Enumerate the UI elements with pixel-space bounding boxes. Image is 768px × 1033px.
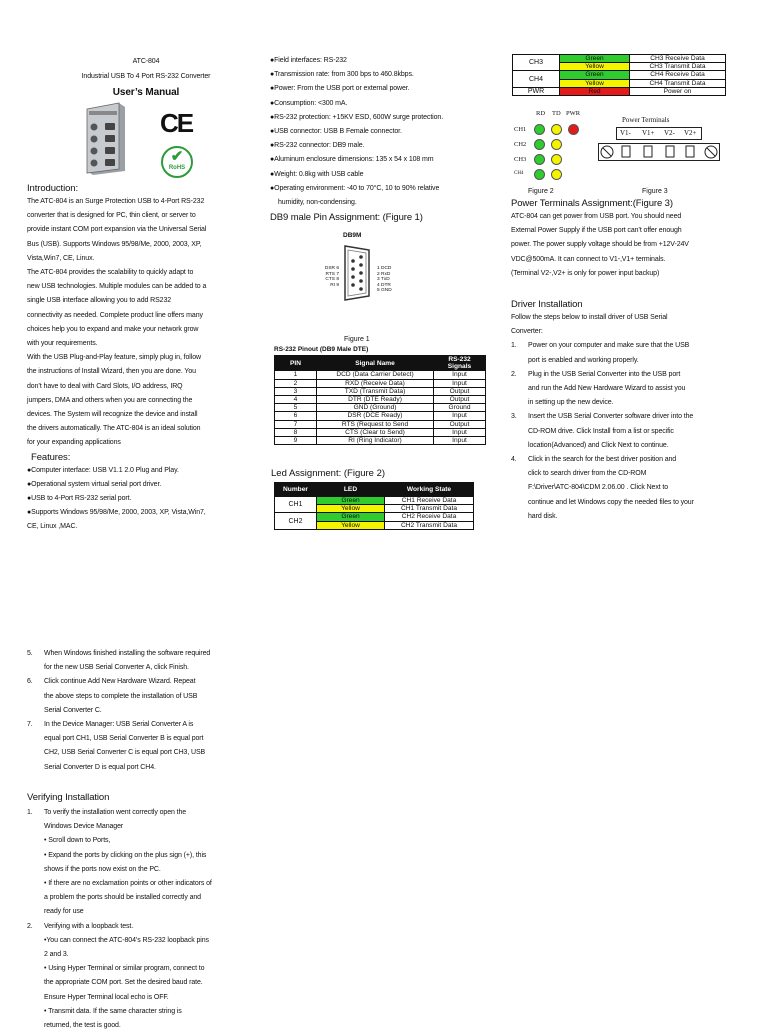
pin-label: DSR 6: [324, 266, 339, 271]
table-cell: CH1: [275, 497, 317, 513]
step-number: 2.: [27, 922, 33, 930]
db9-title: DB9M: [343, 232, 362, 239]
column-header: Number: [275, 483, 317, 497]
text-line: • Scroll down to Ports,: [44, 837, 111, 845]
table-row: [275, 404, 486, 412]
text-line: don’t have to deal with Card Slots, I/O address, IRQ: [27, 382, 183, 390]
table-cell: Yellow: [560, 79, 630, 87]
table-row: [275, 412, 486, 420]
rohs-badge: [161, 146, 193, 178]
led-header: PWR: [566, 110, 581, 117]
spec-item: ●Field interfaces: RS-232: [270, 57, 347, 64]
text-line: and run the Add New Hardware Wizard to assist you: [528, 385, 686, 393]
driver-steps-list: [511, 339, 746, 524]
table-cell: PWR: [513, 87, 560, 95]
db9-diagram: [305, 232, 415, 304]
text-line: Insert the USB Serial Converter software driver into the: [528, 413, 694, 421]
table-row: [275, 420, 486, 428]
spec-item: ●RS-232 connector: DB9 male.: [270, 142, 365, 150]
table-header-row: [275, 483, 474, 497]
table-cell: Input: [434, 428, 486, 436]
text-line: new USB technologies. Multiple modules can be added to a: [27, 283, 207, 291]
led-table-continued: [512, 54, 726, 96]
feature-item: CE, Linux ,MAC.: [27, 523, 78, 531]
table-cell: 2: [275, 379, 317, 387]
text-line: Converter:: [511, 328, 543, 336]
text-line: Bus (USB). Supports Windows 95/98/Me, 2000, 2003, XP,: [27, 240, 202, 248]
text-line: Verifying with a loopback test.: [44, 922, 134, 930]
text-line: connectivity as needed. Complete product line offers many: [27, 311, 203, 319]
table-cell: DCD (Data Carrier Detect): [317, 371, 434, 379]
text-line: click to search driver from the CD-ROM: [528, 470, 647, 478]
text-line: with your requirements.: [27, 340, 98, 348]
text-line: Power on your computer and make sure that the USB: [528, 342, 690, 350]
table-cell: Green: [560, 71, 630, 79]
table-cell: Yellow: [317, 505, 385, 513]
checkmark-icon: ✔: [170, 148, 184, 165]
table-cell: Input: [434, 437, 486, 445]
step-number: 2.: [511, 370, 517, 378]
driver-steps-continued: [27, 647, 267, 775]
table-cell: CH3 Receive Data: [630, 55, 726, 63]
text-line: Plug in the USB Serial Converter into the USB port: [528, 370, 681, 378]
column-header: RS-232 Signals: [434, 356, 486, 371]
text-line: To verify the installation went correctly open the: [44, 809, 187, 816]
list-item: [27, 675, 267, 718]
introduction-section: [27, 182, 265, 535]
driver-steps-list-continued: [27, 647, 267, 775]
led-header: RD: [536, 110, 546, 117]
table-cell: CH3: [513, 55, 560, 71]
driver-section: [511, 298, 746, 524]
column-header: PIN: [275, 356, 317, 371]
table-cell: Green: [317, 513, 385, 521]
text-line: CH2, USB Serial Converter C is equal port CH3, USB: [44, 749, 206, 757]
table-cell: CH2 Transmit Data: [385, 521, 474, 529]
pin-label: 1 DCD: [377, 266, 392, 271]
table-cell: Green: [560, 55, 630, 63]
text-line: Windows Device Manager: [44, 823, 124, 831]
power-section: [511, 197, 746, 281]
table-cell: CH4 Transmit Data: [630, 79, 726, 87]
channel-label: CH4: [514, 171, 524, 176]
introduction-heading: Introduction:: [27, 183, 78, 194]
text-line: the appropriate COM port. Set the desired baud rate.: [44, 979, 203, 987]
db9-heading: DB9 male Pin Assignment: (Figure 1): [270, 212, 423, 224]
table-cell: CH4 Receive Data: [630, 71, 726, 79]
green-led-icon: [534, 139, 545, 150]
db9-left-pins: [305, 266, 339, 288]
table-cell: 4: [275, 396, 317, 404]
manual-title: User’s Manual: [112, 87, 180, 98]
features-heading: Features:: [31, 451, 71, 463]
spec-item: ●Power: From the USB port or external power.: [270, 85, 410, 93]
text-line: 2 and 3.: [44, 951, 69, 959]
model-title: ATC-804: [132, 58, 160, 65]
list-item: [27, 920, 267, 1033]
text-line: Serial Converter D is equal port CH4.: [44, 763, 156, 771]
verifying-steps-list: [27, 806, 267, 1033]
spec-item: ●Operating environment: -40 to 70°C, 10 to 90% relative: [270, 184, 440, 192]
table-cell: 7: [275, 420, 317, 428]
table-cell: Yellow: [560, 63, 630, 71]
figure-3-power-terminals: [598, 116, 720, 164]
text-line: the above steps to complete the installation of USB: [44, 692, 198, 700]
table-cell: DTR (DTE Ready): [317, 396, 434, 404]
text-line: Follow the steps below to install driver of USB Serial: [511, 314, 668, 321]
spec-item: ●Weight: 0.8kg with USB cable: [270, 170, 364, 178]
text-line: single USB interface allowing you to add RS232: [27, 297, 172, 305]
list-item: [511, 453, 746, 524]
specs-section: [270, 54, 500, 224]
red-led-icon: [568, 124, 579, 135]
text-line: a problem the ports should be installed correctly and: [44, 894, 201, 902]
text-line: Click continue Add New Hardware Wizard. Repeat: [44, 678, 196, 686]
step-number: 3.: [511, 413, 517, 421]
spec-item: ●USB connector: USB B Female connector.: [270, 128, 402, 136]
text-line: shows if the ports now exist on the PC.: [44, 865, 161, 873]
text-line: When Windows finished installing the software required: [44, 650, 211, 657]
pin-label: 5 GND: [377, 288, 392, 293]
step-number: 4.: [511, 456, 517, 464]
step-number: 1.: [27, 809, 33, 816]
text-line: VDC@500mA. It can connect to V1-,V1+ terminals.: [511, 255, 666, 263]
led-heading: Led Assignment: (Figure 2): [271, 468, 386, 479]
table-cell: 8: [275, 428, 317, 436]
table-row: [275, 513, 474, 521]
step-number: 6.: [27, 678, 33, 686]
list-item: [511, 368, 746, 411]
text-line: • Transmit data. If the same character string is: [44, 1007, 182, 1015]
text-line: ready for use: [44, 908, 84, 916]
green-led-icon: [534, 154, 545, 165]
text-line: F:\Driver\ATC-804\CDM 2.06.00 . Click Next to: [528, 484, 669, 492]
text-line: • Expand the ports by clicking on the plus sign (+), this: [44, 851, 207, 859]
verifying-heading: Verifying Installation: [27, 792, 110, 803]
product-subtitle: Industrial USB To 4 Port RS-232 Converter: [81, 73, 211, 80]
terminal-label: V1-: [620, 129, 631, 137]
text-line: power. The power supply voltage should be from +12V-24V: [511, 241, 689, 249]
table-cell: CTS (Clear to Send): [317, 428, 434, 436]
intro-paragraph-2: [27, 266, 265, 351]
left-column: [27, 54, 265, 100]
table-cell: 1: [275, 371, 317, 379]
text-line: The ATC-804 provides the scalability to quickly adapt to: [27, 269, 194, 277]
intro-paragraph-1: [27, 195, 265, 266]
list-item: [27, 718, 267, 775]
text-line: converter that is designed for PC, thin client, or server to: [27, 212, 196, 220]
green-led-icon: [534, 169, 545, 180]
table-cell: TXD (Transmit Data): [317, 387, 434, 395]
text-line: The ATC-804 is an Surge Protection USB to 4-Port RS-232: [27, 198, 205, 205]
pin-label: 2 RxD: [377, 271, 391, 277]
feature-item: ●Supports Windows 95/98/Me, 2000, 2003, XP, Vista,Win7,: [27, 509, 206, 517]
table-cell: Green: [317, 497, 385, 505]
led-table: [274, 482, 474, 530]
power-heading: Power Terminals Assignment:(Figure 3): [511, 198, 673, 209]
spec-item: humidity, non-condensing.: [278, 199, 357, 207]
list-item: [27, 806, 267, 920]
text-line: (Terminal V2-,V2+ is only for power input backup): [511, 269, 660, 277]
table-header-row: [275, 356, 486, 371]
figure-1-caption: Figure 1: [344, 336, 370, 343]
feature-item: ●Operational system virtual serial port driver.: [27, 480, 162, 488]
step-number: 7.: [27, 721, 33, 729]
table-cell: RTS (Request to Send: [317, 420, 434, 428]
yellow-led-icon: [551, 154, 562, 165]
table-cell: 3: [275, 387, 317, 395]
terminals-title: Power Terminals: [622, 116, 670, 124]
figure-2-led-panel: [514, 110, 594, 182]
table-cell: Output: [434, 420, 486, 428]
text-line: Vista,Win7, CE, Linux.: [27, 254, 95, 262]
table-row: [513, 71, 726, 79]
table-row: [275, 371, 486, 379]
text-line: devices. The System will recognize the device and install: [27, 411, 198, 419]
db9-connector-shape: [341, 244, 373, 302]
table-cell: RI (Ring Indicator): [317, 437, 434, 445]
table-row: [275, 396, 486, 404]
table-cell: CH3 Transmit Data: [630, 63, 726, 71]
text-line: for the new USB Serial Converter A, click Finish.: [44, 664, 189, 672]
driver-heading: Driver Installation: [511, 299, 583, 310]
spec-item: ●Transmission rate: from 300 bps to 460.8kbps.: [270, 71, 414, 79]
text-line: in setting up the new device.: [528, 399, 614, 407]
ce-mark: CE: [160, 108, 193, 138]
channel-label: CH3: [514, 156, 527, 163]
pinout-table-title: RS-232 Pinout (DB9 Male DTE): [274, 346, 369, 353]
column-header: Working State: [385, 483, 474, 497]
text-line: location(Advanced) and Click Next to continue.: [528, 441, 669, 449]
document-header: [27, 54, 265, 100]
channel-label: CH1: [514, 126, 527, 133]
text-line: continue and let Windows copy the needed files to your: [528, 498, 694, 506]
terminal-label-strip: [616, 127, 702, 140]
terminal-label: V2-: [664, 129, 675, 137]
text-line: the drivers automatically. The ATC-804 is an ideal solution: [27, 425, 201, 433]
text-line: ATC-804 can get power from USB port. You should need: [511, 213, 682, 220]
text-line: provide instant COM port expansion via the Universal Serial: [27, 226, 207, 234]
pin-label: 3 TxD: [377, 277, 390, 282]
text-line: • Using Hyper Terminal or similar program, connect to: [44, 965, 205, 973]
step-number: 1.: [511, 342, 517, 350]
spec-item: ●Consumption: <300 mA.: [270, 99, 348, 107]
text-line: port is enabled and working properly.: [528, 356, 639, 364]
figure-3-caption: Figure 3: [642, 188, 668, 195]
table-cell: Ground: [434, 404, 486, 412]
table-row: [275, 387, 486, 395]
pin-label: CTS 8: [325, 277, 339, 282]
rohs-label: RoHS: [168, 165, 186, 171]
text-line: jumpers, DMA and others when you are connecting the: [27, 396, 193, 404]
table-cell: Input: [434, 379, 486, 387]
text-line: for your expanding applications: [27, 439, 121, 447]
terminal-label: V1+: [642, 129, 655, 137]
table-cell: Yellow: [317, 521, 385, 529]
pin-label: RI 9: [330, 282, 339, 288]
feature-item: ●Computer interface: USB V1.1 2.0 Plug and Play.: [27, 466, 179, 474]
text-line: Click in the search for the best driver position and: [528, 456, 677, 464]
table-row: [513, 87, 726, 95]
db9-right-pins: [377, 266, 392, 294]
column-header: Signal Name: [317, 356, 434, 371]
table-cell: CH1 Transmit Data: [385, 505, 474, 513]
table-row: [275, 437, 486, 445]
text-line: returned, the test is good.: [44, 1022, 121, 1030]
table-cell: Output: [434, 387, 486, 395]
table-cell: 5: [275, 404, 317, 412]
yellow-led-icon: [551, 124, 562, 135]
list-item: [27, 647, 267, 675]
text-line: CD-ROM drive. Click Install from a list or specific: [528, 427, 674, 435]
table-cell: 9: [275, 437, 317, 445]
verifying-section: [27, 791, 267, 1033]
terminal-label: V2+: [684, 129, 697, 137]
text-line: External Power Supply if the USB port can’t offer enough: [511, 227, 682, 235]
channel-label: CH2: [514, 141, 527, 148]
column-header: LED: [317, 483, 385, 497]
text-line: hard disk.: [528, 512, 558, 520]
table-cell: Output: [434, 396, 486, 404]
spec-item: ●Aluminum enclosure dimensions: 135 x 54 x 108 mm: [270, 156, 434, 164]
list-item: [511, 410, 746, 453]
table-cell: CH1 Receive Data: [385, 497, 474, 505]
table-cell: Power on: [630, 87, 726, 95]
pin-label: RTS 7: [325, 271, 339, 277]
table-row: [275, 428, 486, 436]
text-line: In the Device Manager: USB Serial Converter A is: [44, 721, 194, 729]
pinout-table: [274, 355, 486, 445]
terminal-block-shape: [598, 143, 720, 161]
text-line: • If there are no exclamation points or other indicators of: [44, 880, 212, 888]
table-cell: Input: [434, 371, 486, 379]
spec-item: ●RS-232 protection: +15KV ESD, 600W surge protection.: [270, 113, 444, 121]
text-line: Ensure Hyper Terminal local echo is OFF.: [44, 993, 169, 1001]
table-cell: Red: [560, 87, 630, 95]
list-item: [511, 339, 746, 367]
product-image: [79, 103, 129, 175]
table-cell: RXD (Receive Data): [317, 379, 434, 387]
table-cell: CH2 Receive Data: [385, 513, 474, 521]
pin-label: 4 DTR: [377, 282, 391, 288]
yellow-led-icon: [551, 169, 562, 180]
text-line: the instructions of Install Wizard, then you are done. You: [27, 368, 196, 376]
table-cell: CH2: [275, 513, 317, 529]
text-line: equal port CH1, USB Serial Converter B is equal port: [44, 735, 204, 743]
text-line: With the USB Plug-and-Play feature, simply plug in, follow: [27, 354, 201, 362]
text-line: choices help you to expand and make your network grow: [27, 325, 199, 333]
table-cell: CH4: [513, 71, 560, 87]
table-cell: Input: [434, 412, 486, 420]
table-cell: DSR (DCE Ready): [317, 412, 434, 420]
table-row: [513, 55, 726, 63]
text-line: Serial Converter C.: [44, 706, 102, 714]
figure-2-caption: Figure 2: [528, 188, 554, 195]
text-line: •You can connect the ATC-804’s RS-232 loopback pins: [44, 936, 209, 944]
features-list: [27, 464, 265, 535]
yellow-led-icon: [551, 139, 562, 150]
step-number: 5.: [27, 650, 33, 657]
table-row: [275, 497, 474, 505]
table-row: [275, 379, 486, 387]
led-header: TD: [552, 110, 561, 117]
green-led-icon: [534, 124, 545, 135]
feature-item: ●USB to 4-Port RS-232 serial port.: [27, 495, 132, 503]
table-cell: GND (Ground): [317, 404, 434, 412]
table-cell: 6: [275, 412, 317, 420]
intro-paragraph-3: [27, 351, 265, 450]
